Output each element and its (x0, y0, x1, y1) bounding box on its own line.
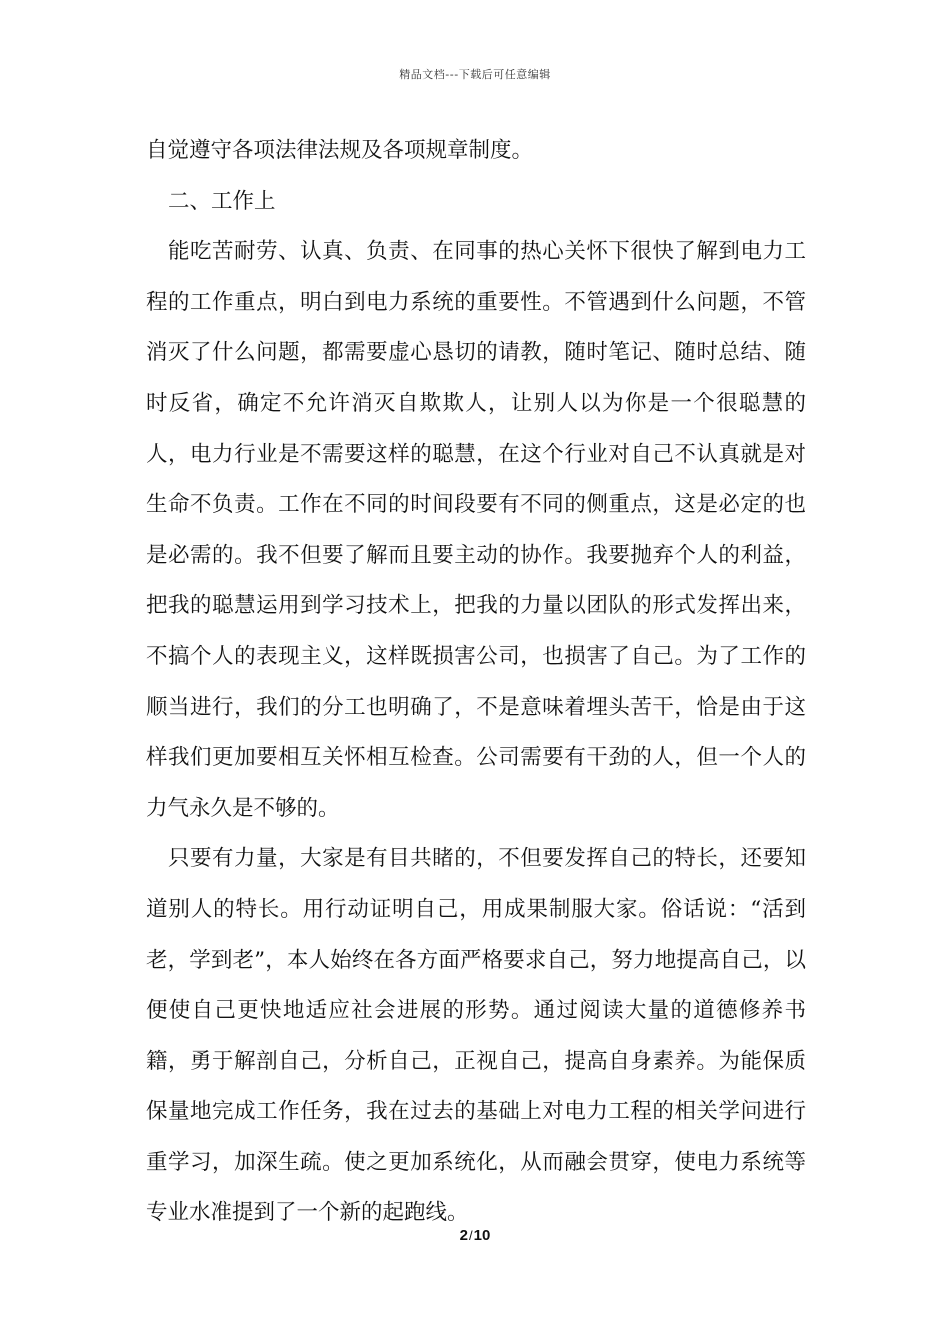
section-heading: 二、工作上 (168, 188, 276, 214)
paragraph-continuation: 自觉遵守各项法律法规及各项规章制度。 (146, 138, 534, 163)
page-number (0, 1227, 950, 1244)
document-body (146, 126, 806, 1239)
current-page-number: 2 (459, 1227, 469, 1244)
paragraph-work: 能吃苦耐劳、认真、负责、在同事的热心关怀下很快了解到电力工程的工作重点，明白到电力系统的重要性。不管遇到什么问题，不管消灭了什么问题，都需要虚心恳切的请教，随时笔记、随时总结、随时反省，确定不允许消灭自欺欺人，让别人以为你是一个很聪慧的人，电力行业是不需要这样的聪慧，在这个行业对自己不认真就是对生命不负责。工作在不同的时间段要有不同的侧重点，这是必定的也是必需的。我不但要了解而且要主动的协作。我要抛弃个人的利益，把我的聪慧运用到学习技术上，把我的力量以团队的形式发挥出来，不搞个人的表现主义，这样既损害公司，也损害了自己。为了工作的顺当进行，我们的分工也明确了，不是意味着埋头苦干，恰是由于这样我们更加要相互关怀相互检查。公司需要有干劲的人，但一个人的力气永久是不够的。 (146, 239, 806, 821)
paragraph-ability: 只要有力量，大家是有目共睹的，不但要发挥自己的特长，还要知道别人的特长。用行动证明自己，用成果制服大家。俗话说：“活到老，学到老”，本人始终在各方面严格要求自己，努力地提高自己，以便使自己更快地适应社会进展的形势。通过阅读大量的道德修养书籍，勇于解剖自己，分析自己，正视自己，提高自身素养。为能保质保量地完成工作任务，我在过去的基础上对电力工程的相关学问进行重学习，加深生疏。使之更加系统化，从而融会贯穿，使电力系统等专业水准提到了一个新的起跑线。 (146, 846, 806, 1226)
page-header: 精品文档---下载后可任意编辑 (399, 68, 551, 81)
total-pages-number: 10 (473, 1227, 491, 1244)
page-separator: / (469, 1228, 473, 1243)
